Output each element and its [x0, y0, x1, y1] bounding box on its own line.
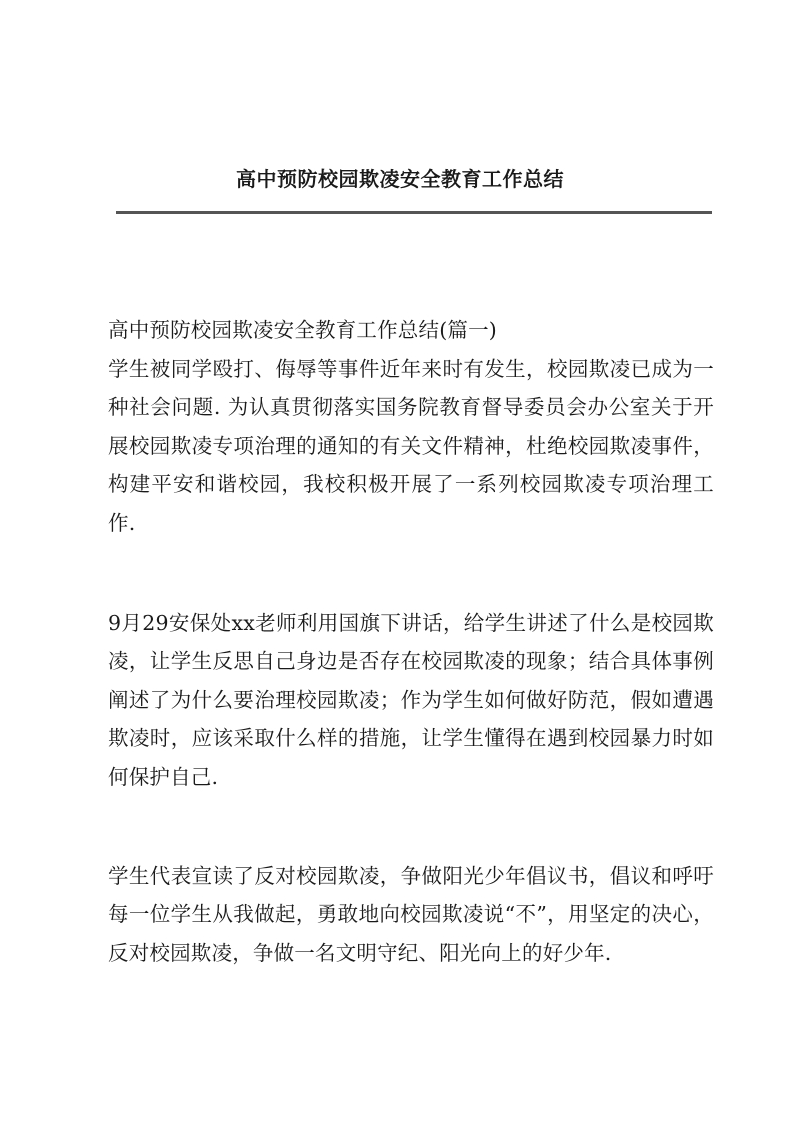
title-underline [116, 211, 712, 214]
paragraph-1: 学生被同学殴打、侮辱等事件近年来时有发生，校园欺凌已成为一种社会问题. 为认真贯彻落实国务院教育督导委员会办公室关于开展校园欺凌专项治理的通知的有关文件精神，杜绝校园欺凌事件，构建平安和谐校园，我校积极开展了一系列校园欺凌专项治理工作. [108, 357, 714, 535]
section-heading: 高中预防校园欺凌安全教育工作总结(篇一) [108, 318, 497, 342]
document-title: 高中预防校园欺凌安全教育工作总结 [236, 167, 564, 191]
paragraph-3: 学生代表宣读了反对校园欺凌，争做阳光少年倡议书，倡议和呼吁每一位学生从我做起，勇敢地向校园欺凌说“不”，用坚定的决心，反对校园欺凌，争做一名文明守纪、阳光向上的好少年. [108, 864, 714, 965]
paragraph-2: 9月29安保处xx老师利用国旗下讲话，给学生讲述了什么是校园欺凌，让学生反思自己身边是否存在校园欺凌的现象；结合具体事例阐述了为什么要治理校园欺凌；作为学生如何做好防范，假如遭遇欺凌时，应该采取什么样的措施，让学生懂得在遇到校园暴力时如何保护自己. [108, 611, 714, 789]
